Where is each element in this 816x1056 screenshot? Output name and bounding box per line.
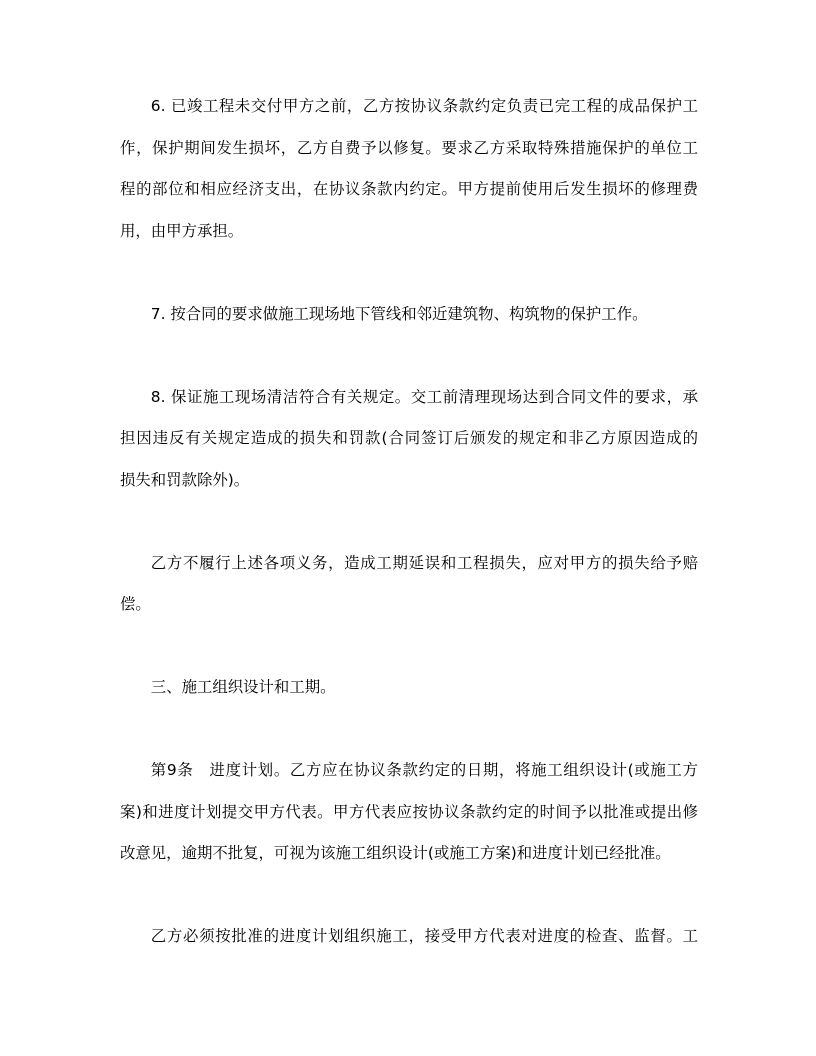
- section-heading: [120, 667, 698, 709]
- paragraph-schedule-compliance: [120, 916, 698, 958]
- paragraph-line: 程的部位和相应经济支出，在协议条款内约定。甲方提前使用后发生损坏的修理费: [120, 180, 698, 198]
- paragraph-line: 乙方必须按批准的进度计划组织施工，接受甲方代表对进度的检查、监督。工: [150, 927, 698, 945]
- section-heading-text: 三、施工组织设计和工期。: [150, 678, 336, 696]
- paragraph-item-7: [120, 294, 698, 336]
- paragraph-line: 担因违反有关规定造成的损失和罚款(合同签订后颁发的规定和非乙方原因造成的: [120, 429, 698, 447]
- paragraph-line: 偿。: [120, 595, 151, 613]
- paragraph-line: 作，保护期间发生损坏，乙方自费予以修复。要求乙方采取特殊措施保护的单位工: [120, 138, 698, 157]
- paragraph-line: 第9条 进度计划。乙方应在协议条款约定的日期，将施工组织设计(或施工方: [150, 761, 698, 779]
- paragraph-line: 用，由甲方承担。: [120, 221, 244, 240]
- paragraph-line: 乙方不履行上述各项义务，造成工期延误和工程损失，应对甲方的损失给予赔: [150, 553, 698, 572]
- paragraph-line: 案)和进度计划提交甲方代表。甲方代表应按协议条款约定的时间予以批准或提出修: [120, 802, 698, 821]
- document-page: [120, 86, 698, 999]
- paragraph-line: 7. 按合同的要求做施工现场地下管线和邻近建筑物、构筑物的保护工作。: [150, 304, 648, 323]
- paragraph-line: 损失和罚款除外)。: [120, 470, 250, 489]
- paragraph-obligation-breach: [120, 543, 698, 626]
- paragraph-line: 8. 保证施工现场清洁符合有关规定。交工前清理现场达到合同文件的要求，承: [150, 387, 698, 406]
- paragraph-line: 改意见，逾期不批复，可视为该施工组织设计(或施工方案)和进度计划已经批准。: [120, 844, 671, 862]
- paragraph-item-6: [120, 86, 698, 252]
- paragraph-item-8: [120, 377, 698, 502]
- paragraph-article-9: [120, 750, 698, 875]
- paragraph-line: 6. 已竣工程未交付甲方之前，乙方按协议条款约定负责已完工程的成品保护工: [150, 97, 698, 115]
